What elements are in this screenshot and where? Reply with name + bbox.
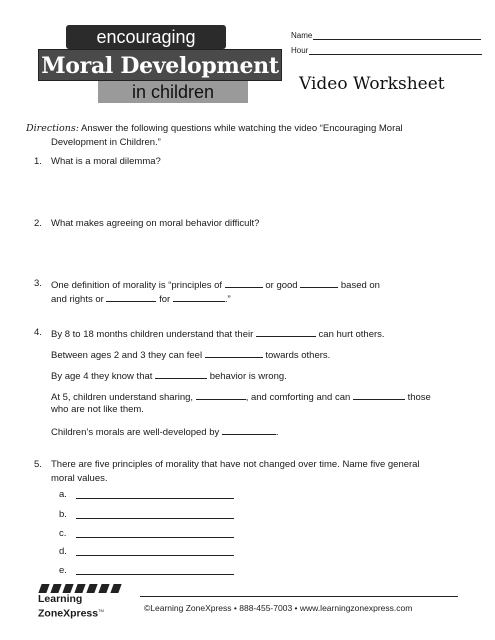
q4-blank-4[interactable] [196, 389, 246, 400]
q4-line-4 [51, 389, 431, 404]
title-logo [38, 25, 286, 105]
q3-line-2 [51, 291, 231, 306]
logo-stripes [38, 584, 126, 593]
hour-label: Hour [291, 46, 309, 55]
q4-blank-1[interactable] [256, 326, 316, 337]
q4-blank-2[interactable] [205, 347, 263, 358]
q3-blank-2[interactable] [300, 277, 338, 288]
q4-line-5: who are not like them. [51, 404, 144, 415]
q3-text-d: and rights or [51, 294, 104, 305]
directions-text-1: Answer the following questions while watching the video “Encouraging Moral [81, 123, 403, 134]
q3-blank-1[interactable] [225, 277, 263, 288]
worksheet-title: Video Worksheet [299, 74, 445, 94]
logo-line-1: encouraging [66, 25, 226, 49]
q5-answer-line-e[interactable] [76, 574, 234, 575]
q5-letter-c: c. [59, 528, 67, 539]
q4-blank-6[interactable] [222, 424, 276, 435]
q4-text-6b: . [275, 427, 279, 438]
q5-answer-line-d[interactable] [76, 555, 234, 556]
q3-text-c: based on [340, 280, 380, 291]
q4-line-1 [51, 326, 385, 341]
q4-line-2 [51, 347, 330, 362]
q4-text-6a: Children’s morals are well-developed by [51, 427, 220, 438]
q4-number: 4. [34, 327, 42, 338]
q4-text-4a: At 5, children understand sharing, [51, 392, 194, 403]
q2-text: What makes agreeing on moral behavior difficult? [51, 218, 260, 229]
name-label: Name [291, 31, 313, 40]
q5-letter-a: a. [59, 489, 67, 500]
q4-text-1b: can hurt others. [318, 329, 385, 340]
q5-answer-line-c[interactable] [76, 537, 234, 538]
q3-line-1 [51, 277, 380, 292]
q3-number: 3. [34, 278, 42, 289]
q4-blank-3[interactable] [155, 368, 207, 379]
name-field[interactable] [291, 31, 481, 40]
q4-text-1a: By 8 to 18 months children understand that their [51, 329, 254, 340]
q5-answer-line-b[interactable] [76, 518, 234, 519]
hour-blank[interactable] [309, 46, 482, 55]
q3-blank-3[interactable] [106, 291, 156, 302]
q5-number: 5. [34, 459, 42, 470]
q3-blank-4[interactable] [173, 291, 225, 302]
q5-letter-e: e. [59, 565, 67, 576]
q4-text-3b: behavior is wrong. [209, 371, 287, 382]
q2-number: 2. [34, 218, 42, 229]
q3-text-b: or good [265, 280, 298, 291]
q1-number: 1. [34, 156, 42, 167]
q4-text-2a: Between ages 2 and 3 they can feel [51, 350, 203, 361]
name-blank[interactable] [313, 31, 481, 40]
directions [26, 122, 403, 135]
hour-field[interactable] [291, 46, 482, 55]
directions-label: Directions: [26, 123, 79, 134]
q1-text: What is a moral dilemma? [51, 156, 161, 167]
learning-zonexpress-logo [38, 584, 134, 624]
copyright-text: ©Learning ZoneXpress • 888-455-7003 • www.learningzonexpress.com [144, 603, 413, 613]
logo-brand-name: ZoneXpress [38, 607, 99, 620]
q4-line-6 [51, 424, 279, 439]
q5-answer-line-a[interactable] [76, 498, 234, 499]
logo-line-3: in children [98, 81, 248, 103]
directions-text-2: Development in Children.” [51, 137, 161, 148]
q3-text-f: .” [224, 294, 231, 305]
q4-text-2b: towards others. [265, 350, 331, 361]
q5-letter-d: d. [59, 546, 67, 557]
q3-text-e: for [159, 294, 171, 305]
trademark: TM [98, 608, 104, 613]
q5-letter-b: b. [59, 509, 67, 520]
logo-brand-line-2 [38, 605, 104, 620]
logo-brand-line-1: Learning [38, 593, 83, 605]
q3-text-a: One definition of morality is “principles of [51, 280, 223, 291]
footer-rule [140, 596, 458, 597]
q4-line-3 [51, 368, 287, 383]
logo-line-2: Moral Development [38, 49, 282, 81]
q4-blank-5[interactable] [353, 389, 405, 400]
q5-text-2: moral values. [51, 473, 108, 484]
q4-text-3a: By age 4 they know that [51, 371, 153, 382]
q5-text-1: There are five principles of morality that have not changed over time. Name five general [51, 459, 420, 470]
q4-text-4c: those [407, 392, 431, 403]
q4-text-4b: , and comforting and can [245, 392, 351, 403]
